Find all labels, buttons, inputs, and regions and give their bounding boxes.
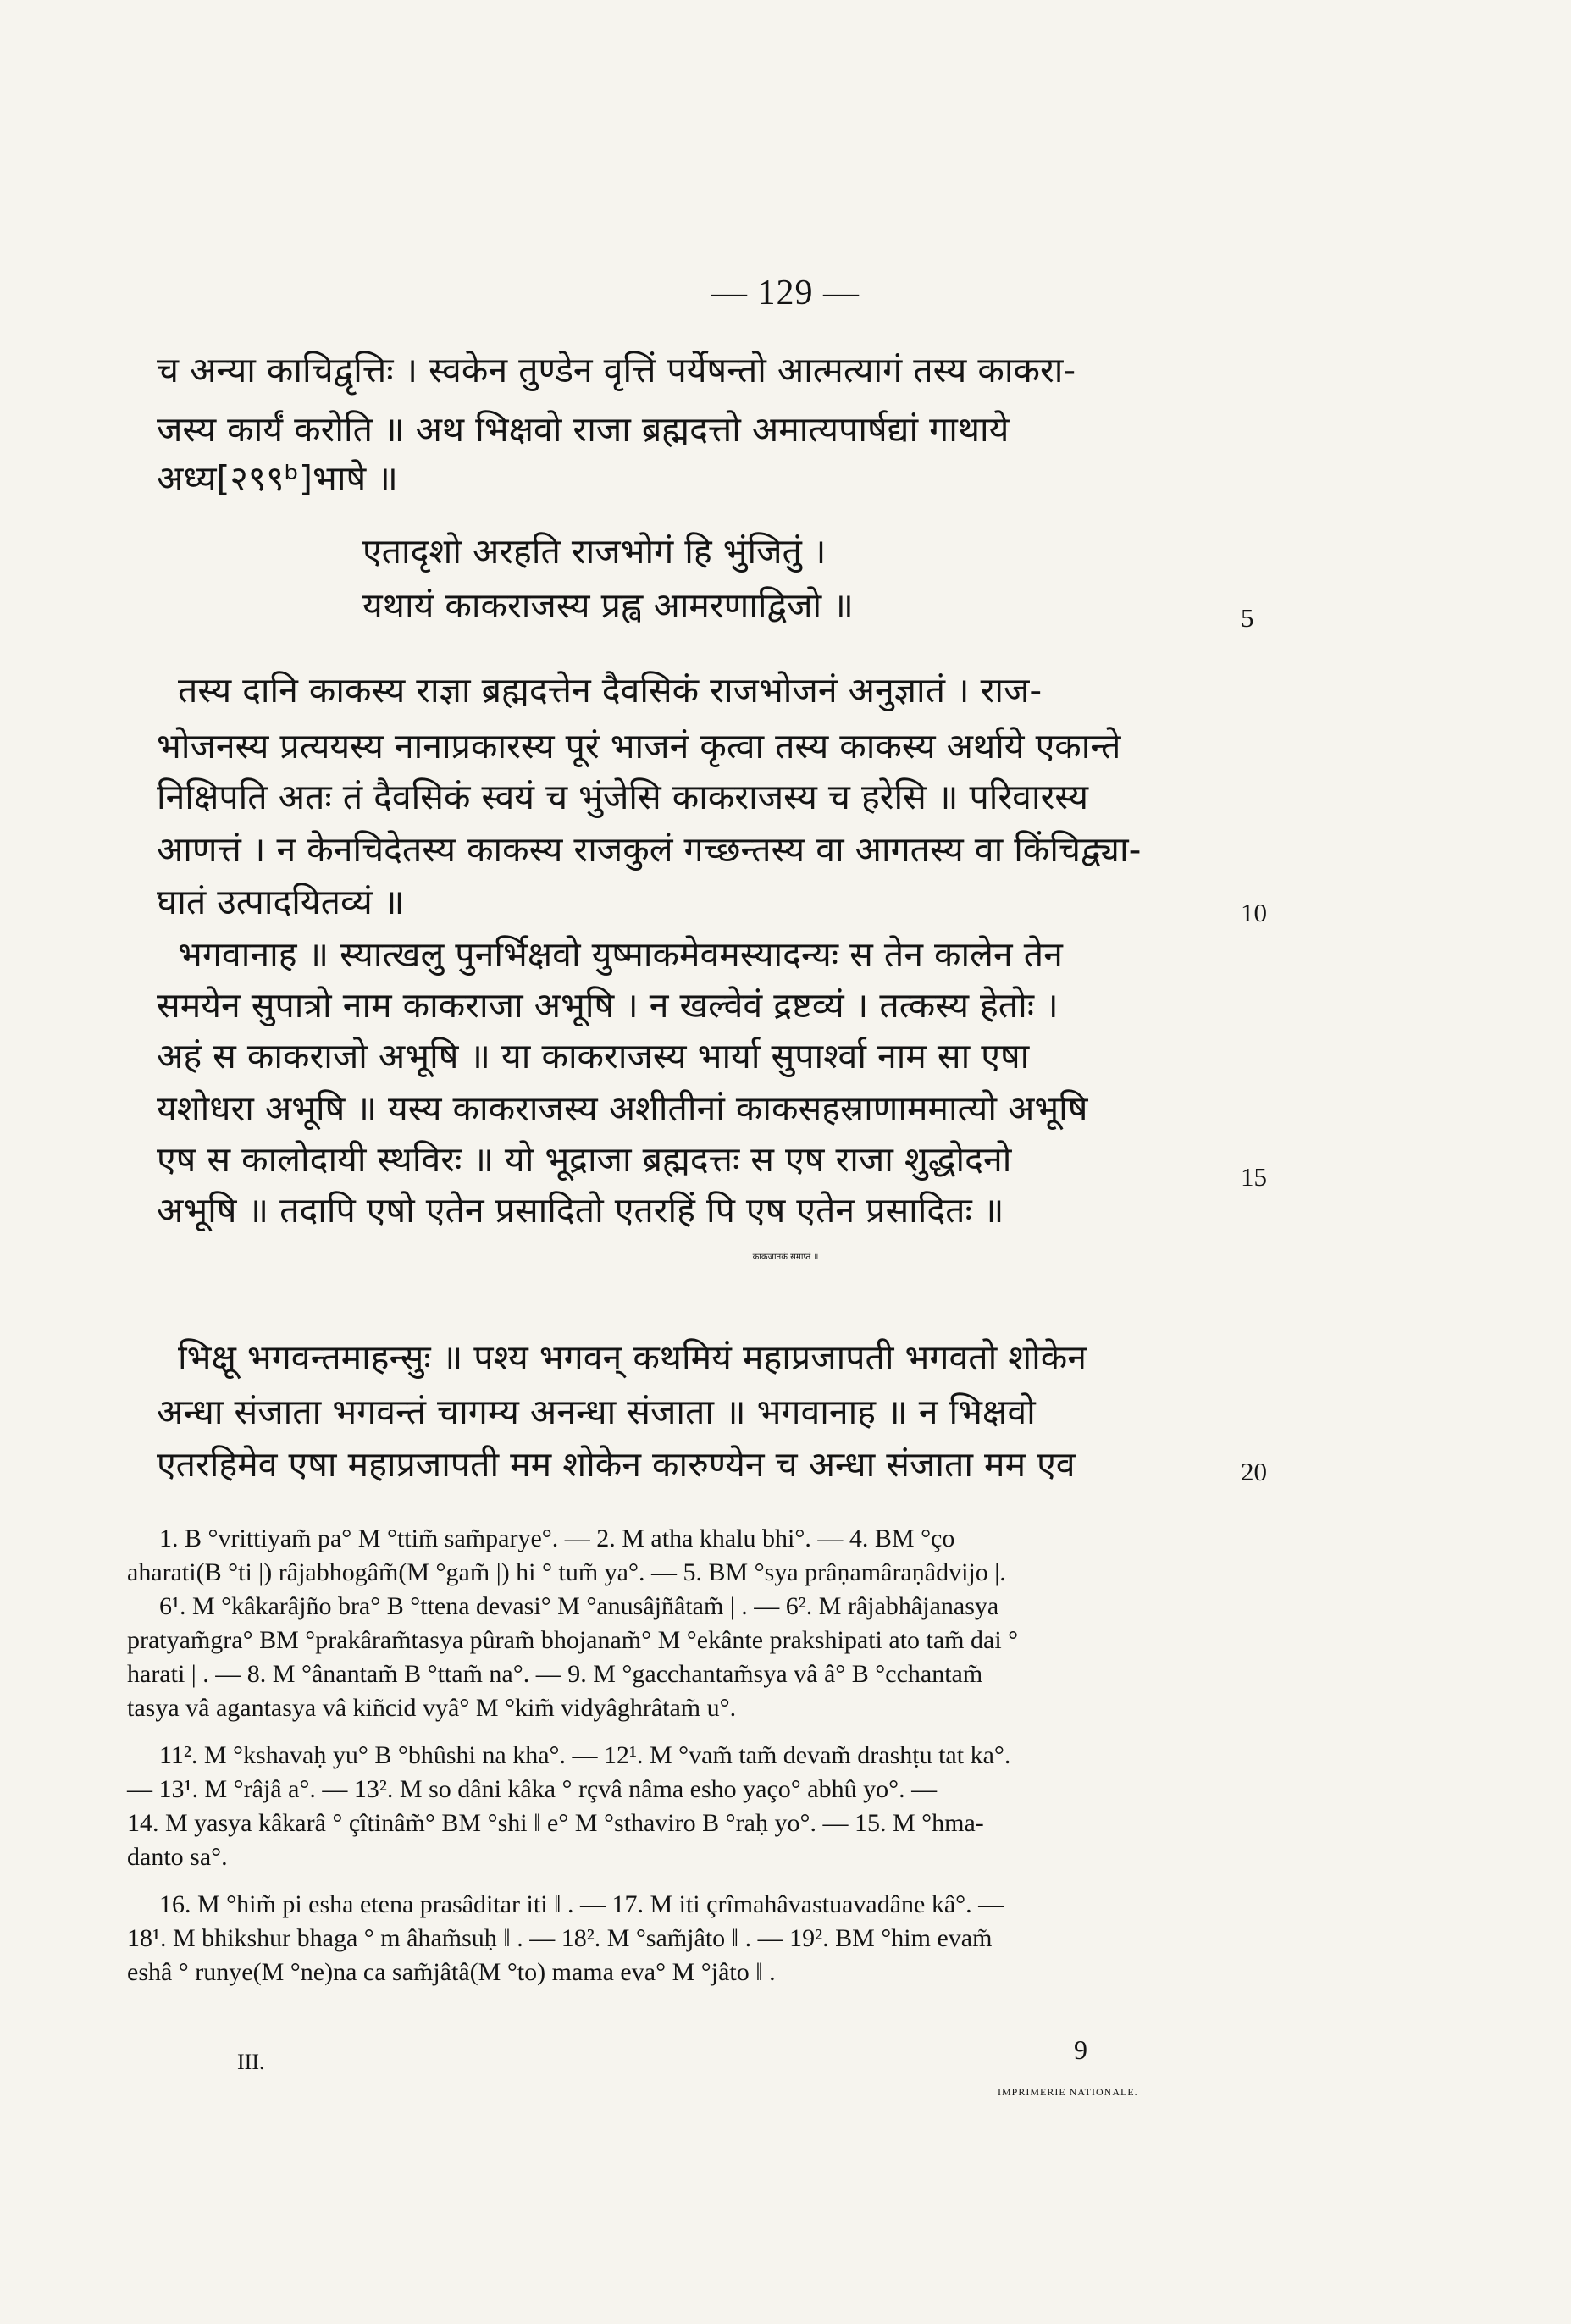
text-line: अध्य[२९९ᵇ]भाषे ॥ — [157, 458, 398, 499]
verse-line: यथायं काकराजस्य प्रह्व आमरणाद्विजो ॥ — [362, 585, 854, 626]
text-line: तस्य दानि काकस्य राज्ञा ब्रह्मदत्तेन दैवसिकं राजभोजनं अनुज्ञातं । राज- — [178, 670, 1043, 711]
line-number: 5 — [1241, 603, 1254, 633]
text-line: भिक्षू भगवन्तमाहन्सुः ॥ पश्य भगवन् कथमियं महाप्रजापती भगवतो शोकेन — [178, 1337, 1087, 1378]
verse-line: एतादृशो अरहति राजभोगं हि भुंजितुं । — [362, 531, 827, 572]
text-line: भोजनस्य प्रत्ययस्य नानाप्रकारस्य पूरं भाजनं कृत्वा तस्य काकस्य अर्थाये एकान्ते — [157, 726, 1121, 766]
text-line: आणत्तं । न केनचिदेतस्य काकस्य राजकुलं गच्छन्तस्य वा आगतस्य वा किंचिद्व्या- — [157, 829, 1142, 870]
text-line: भगवानाह ॥ स्यात्खलु पुनर्भिक्षवो युष्माकमेवमस्यादन्यः स तेन कालेन तेन — [178, 934, 1063, 975]
text-line: एष स कालोदायी स्थविरः ॥ यो भूद्राजा ब्रह्मदत्तः स एष राजा शुद्धोदनो — [157, 1139, 1012, 1180]
footnote-line: 16. M °him̃ pi esha etena prasâditar iti ‖ . — 17. M iti çrîmahâvastuavadâne kâ°. — — [159, 1890, 1004, 1918]
footnote-line: — 13¹. M °râjâ a°. — 13². M so dâni kâka ° rçvâ nâma esho yaço° abhû yo°. — — [127, 1775, 938, 1803]
footnote-line: pratyam̃gra° BM °prakâram̃tasya pûram̃ bhojanam̃° M °ekânte prakshipati ato tam̃ dai ° — [127, 1626, 1019, 1654]
text-line: अभूषि ॥ तदापि एषो एतेन प्रसादितो एतरहिं पि एष एतेन प्रसादितः ॥ — [157, 1190, 1004, 1231]
line-number: 10 — [1241, 898, 1267, 927]
footnote-line: 6¹. M °kâkarâjño bra° B °ttena devasi° M °anusâjñâtam̃ | . — 6². M râjabhâjanasya — [159, 1592, 999, 1620]
footnote-line: 18¹. M bhikshur bhaga ° m âham̃suḥ ‖ . — 18². M °sam̃jâto ‖ . — 19². BM °him evam̃ — [127, 1924, 993, 1952]
text-line: अन्धा संजाता भगवन्तं चागम्य अनन्धा संजाता ॥ भगवानाह ॥ न भिक्षवो — [157, 1392, 1036, 1432]
footnote-line: 11². M °kshavaḥ yu° B °bhûshi na kha°. — 12¹. M °vam̃ tam̃ devam̃ drashṭu tat ka°. — [159, 1741, 1011, 1769]
footnote-line: harati | . — 8. M °ânantam̃ B °ttam̃ na°. — 9. M °gacchantam̃sya vâ â° B °cchantam̃ — [127, 1660, 983, 1688]
signature-mark: III. — [237, 2050, 265, 2074]
footnote-line: 14. M yasya kâkarâ ° çîtinâm̃° BM °shi ‖ e° M °sthaviro B °raḥ yo°. — 15. M °hma- — [127, 1809, 984, 1837]
footnote-line: tasya vâ agantasya vâ kiñcid vyâ° M °kim̃ vidyâghrâtam̃ u°. — [127, 1694, 737, 1722]
footnote-line: 1. B °vrittiyam̃ pa° M °ttim̃ sam̃parye°. — 2. M atha khalu bhi°. — 4. BM °ço — [159, 1524, 955, 1552]
footnote-line: danto sa°. — [127, 1843, 228, 1871]
text-line: एतरहिमेव एषा महाप्रजापती मम शोकेन कारुण्येन च अन्धा संजाता मम एव — [157, 1444, 1076, 1485]
line-number: 15 — [1241, 1162, 1267, 1192]
text-line: यशोधरा अभूषि ॥ यस्य काकराजस्य अशीतीनां काकसहस्राणाममात्यो अभूषि — [157, 1088, 1088, 1129]
footnote-line: aharati(B °ti |) râjabhogâm̃(M °gam̃ |) hi ° tum̃ ya°. — 5. BM °sya prâṇamâraṇâdvijo |. — [127, 1558, 1006, 1586]
page-number: — 129 — — [711, 274, 860, 313]
text-line: जस्य कार्यं करोति ॥ अथ भिक्षवो राजा ब्रह्मदत्तो अमात्यपार्षद्यां गाथाये — [157, 409, 1010, 450]
sheet-number: 9 — [1074, 2034, 1087, 2065]
printer-mark: IMPRIMERIE NATIONALE. — [998, 2086, 1138, 2098]
footnote-line: eshâ ° runye(M °ne)na ca sam̃jâtâ(M °to) mama eva° M °jâto ‖ . — [127, 1958, 776, 1986]
text-line: घातं उत्पादयितव्यं ॥ — [157, 882, 405, 922]
text-line: निक्षिपति अतः तं दैवसिकं स्वयं च भुंजेसि काकराजस्य च हरेसि ॥ परिवारस्य — [157, 777, 1089, 817]
text-line: अहं स काकराजो अभूषि ॥ या काकराजस्य भार्या सुपार्श्वा नाम सा एषा — [157, 1036, 1030, 1076]
line-number: 20 — [1241, 1457, 1267, 1486]
colophon: काकजातकं समाप्तं ॥ — [752, 1253, 819, 1262]
text-line: च अन्या काचिद्वृत्तिः । स्वकेन तुण्डेन वृत्तिं पर्येषन्तो आत्मत्यागं तस्य काकरा- — [157, 350, 1076, 390]
text-line: समयेन सुपात्रो नाम काकराजा अभूषि । न खल्वेवं द्रष्टव्यं । तत्कस्य हेतोः । — [157, 985, 1059, 1026]
